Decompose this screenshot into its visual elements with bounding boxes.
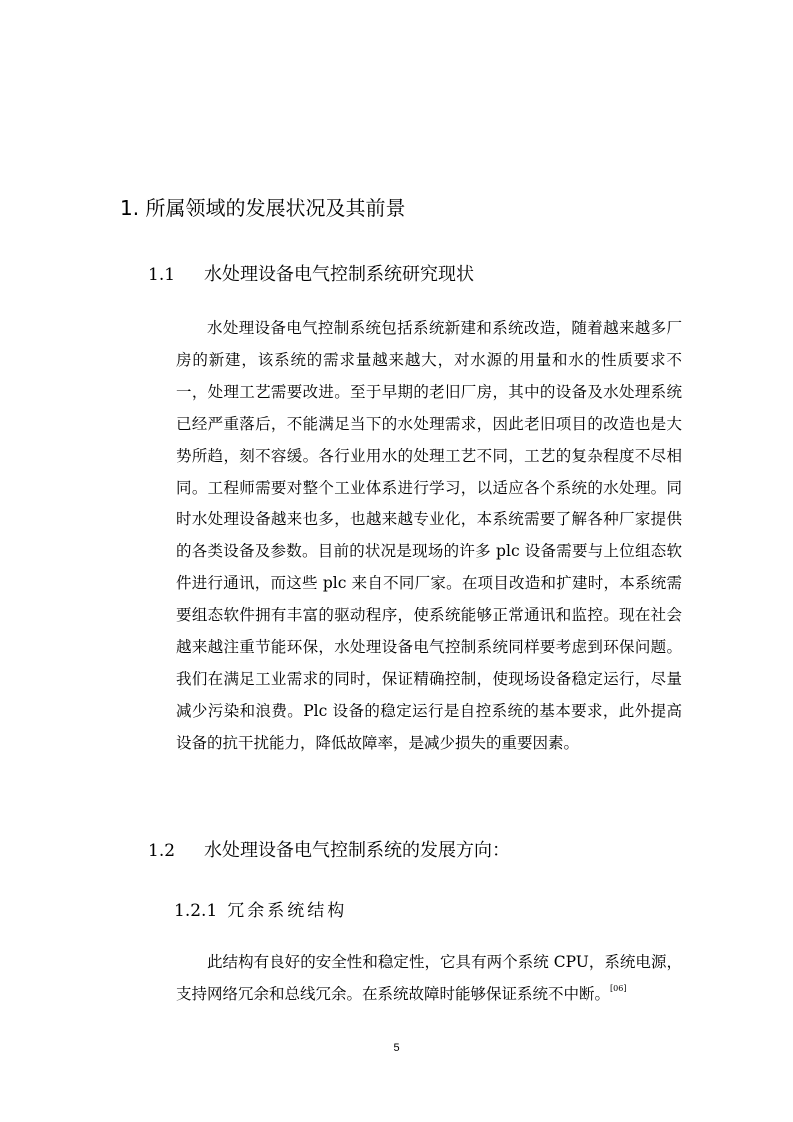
subsection-title: 水处理设备电气控制系统研究现状 bbox=[204, 264, 474, 285]
subsubsection-heading-1-2-1 bbox=[174, 898, 347, 924]
subsection-number: 1.2 bbox=[148, 841, 176, 861]
subsection-title: 水处理设备电气控制系统的发展方向： bbox=[204, 840, 510, 861]
page-number: 5 bbox=[393, 1042, 400, 1054]
body-paragraph-1-2-1 bbox=[176, 947, 682, 1011]
section-title: 所属领域的发展状况及其前景 bbox=[145, 196, 406, 220]
citation-marker[interactable]: [06] bbox=[610, 983, 627, 993]
paragraph-text: 此结构有良好的安全性和稳定性，它具有两个系统 CPU，系统电源，支持网络冗余和总线冗余。在系统故障时能够保证系统不中断。 bbox=[176, 953, 682, 1003]
body-paragraph-1-1: 水处理设备电气控制系统包括系统新建和系统改造，随着越来越多厂房的新建，该系统的需求量越来越大，对水源的用量和水的性质要求不一，处理工艺需要改进。至于早期的老旧厂房，其中的设备及水处理系统已经严重落后，不能满足当下的水处理需求，因此老旧项目的改造也是大势所趋，刻不容缓。各行业用水的处理工艺不同，工艺的复杂程度不尽相同。工程师需要对整个工业体系进行学习，以适应各个系统的水处理。同时水处理设备越来也多，也越来越专业化，本系统需要了解各种厂家提供的各类设备及参数。目前的状况是现场的许多 plc 设备需要与上位组态软件进行通讯，而这些 plc 来自不同厂家。在项目改造和扩建时，本系统需要组态软件拥有丰富的驱动程序，使系统能够正常通讯和监控。现在社会越来越注重节能环保，水处理设备电气控制系统同样要考虑到环保问题。我们在满足工业需求的同时，保证精确控制，使现场设备稳定运行，尽量减少污染和浪费。Plc 设备的稳定运行是自控系统的基本要求，此外提高设备的抗干扰能力，降低故障率，是减少损失的重要因素。 bbox=[176, 319, 682, 752]
section-number: 1. bbox=[120, 196, 140, 220]
subsubsection-number: 1.2.1 bbox=[174, 901, 218, 921]
subsubsection-title: 冗余系统结构 bbox=[227, 901, 348, 921]
subsection-heading-1-1 bbox=[148, 262, 474, 288]
subsection-heading-1-2 bbox=[148, 838, 510, 864]
subsection-number: 1.1 bbox=[148, 265, 176, 285]
section-heading bbox=[120, 194, 405, 222]
